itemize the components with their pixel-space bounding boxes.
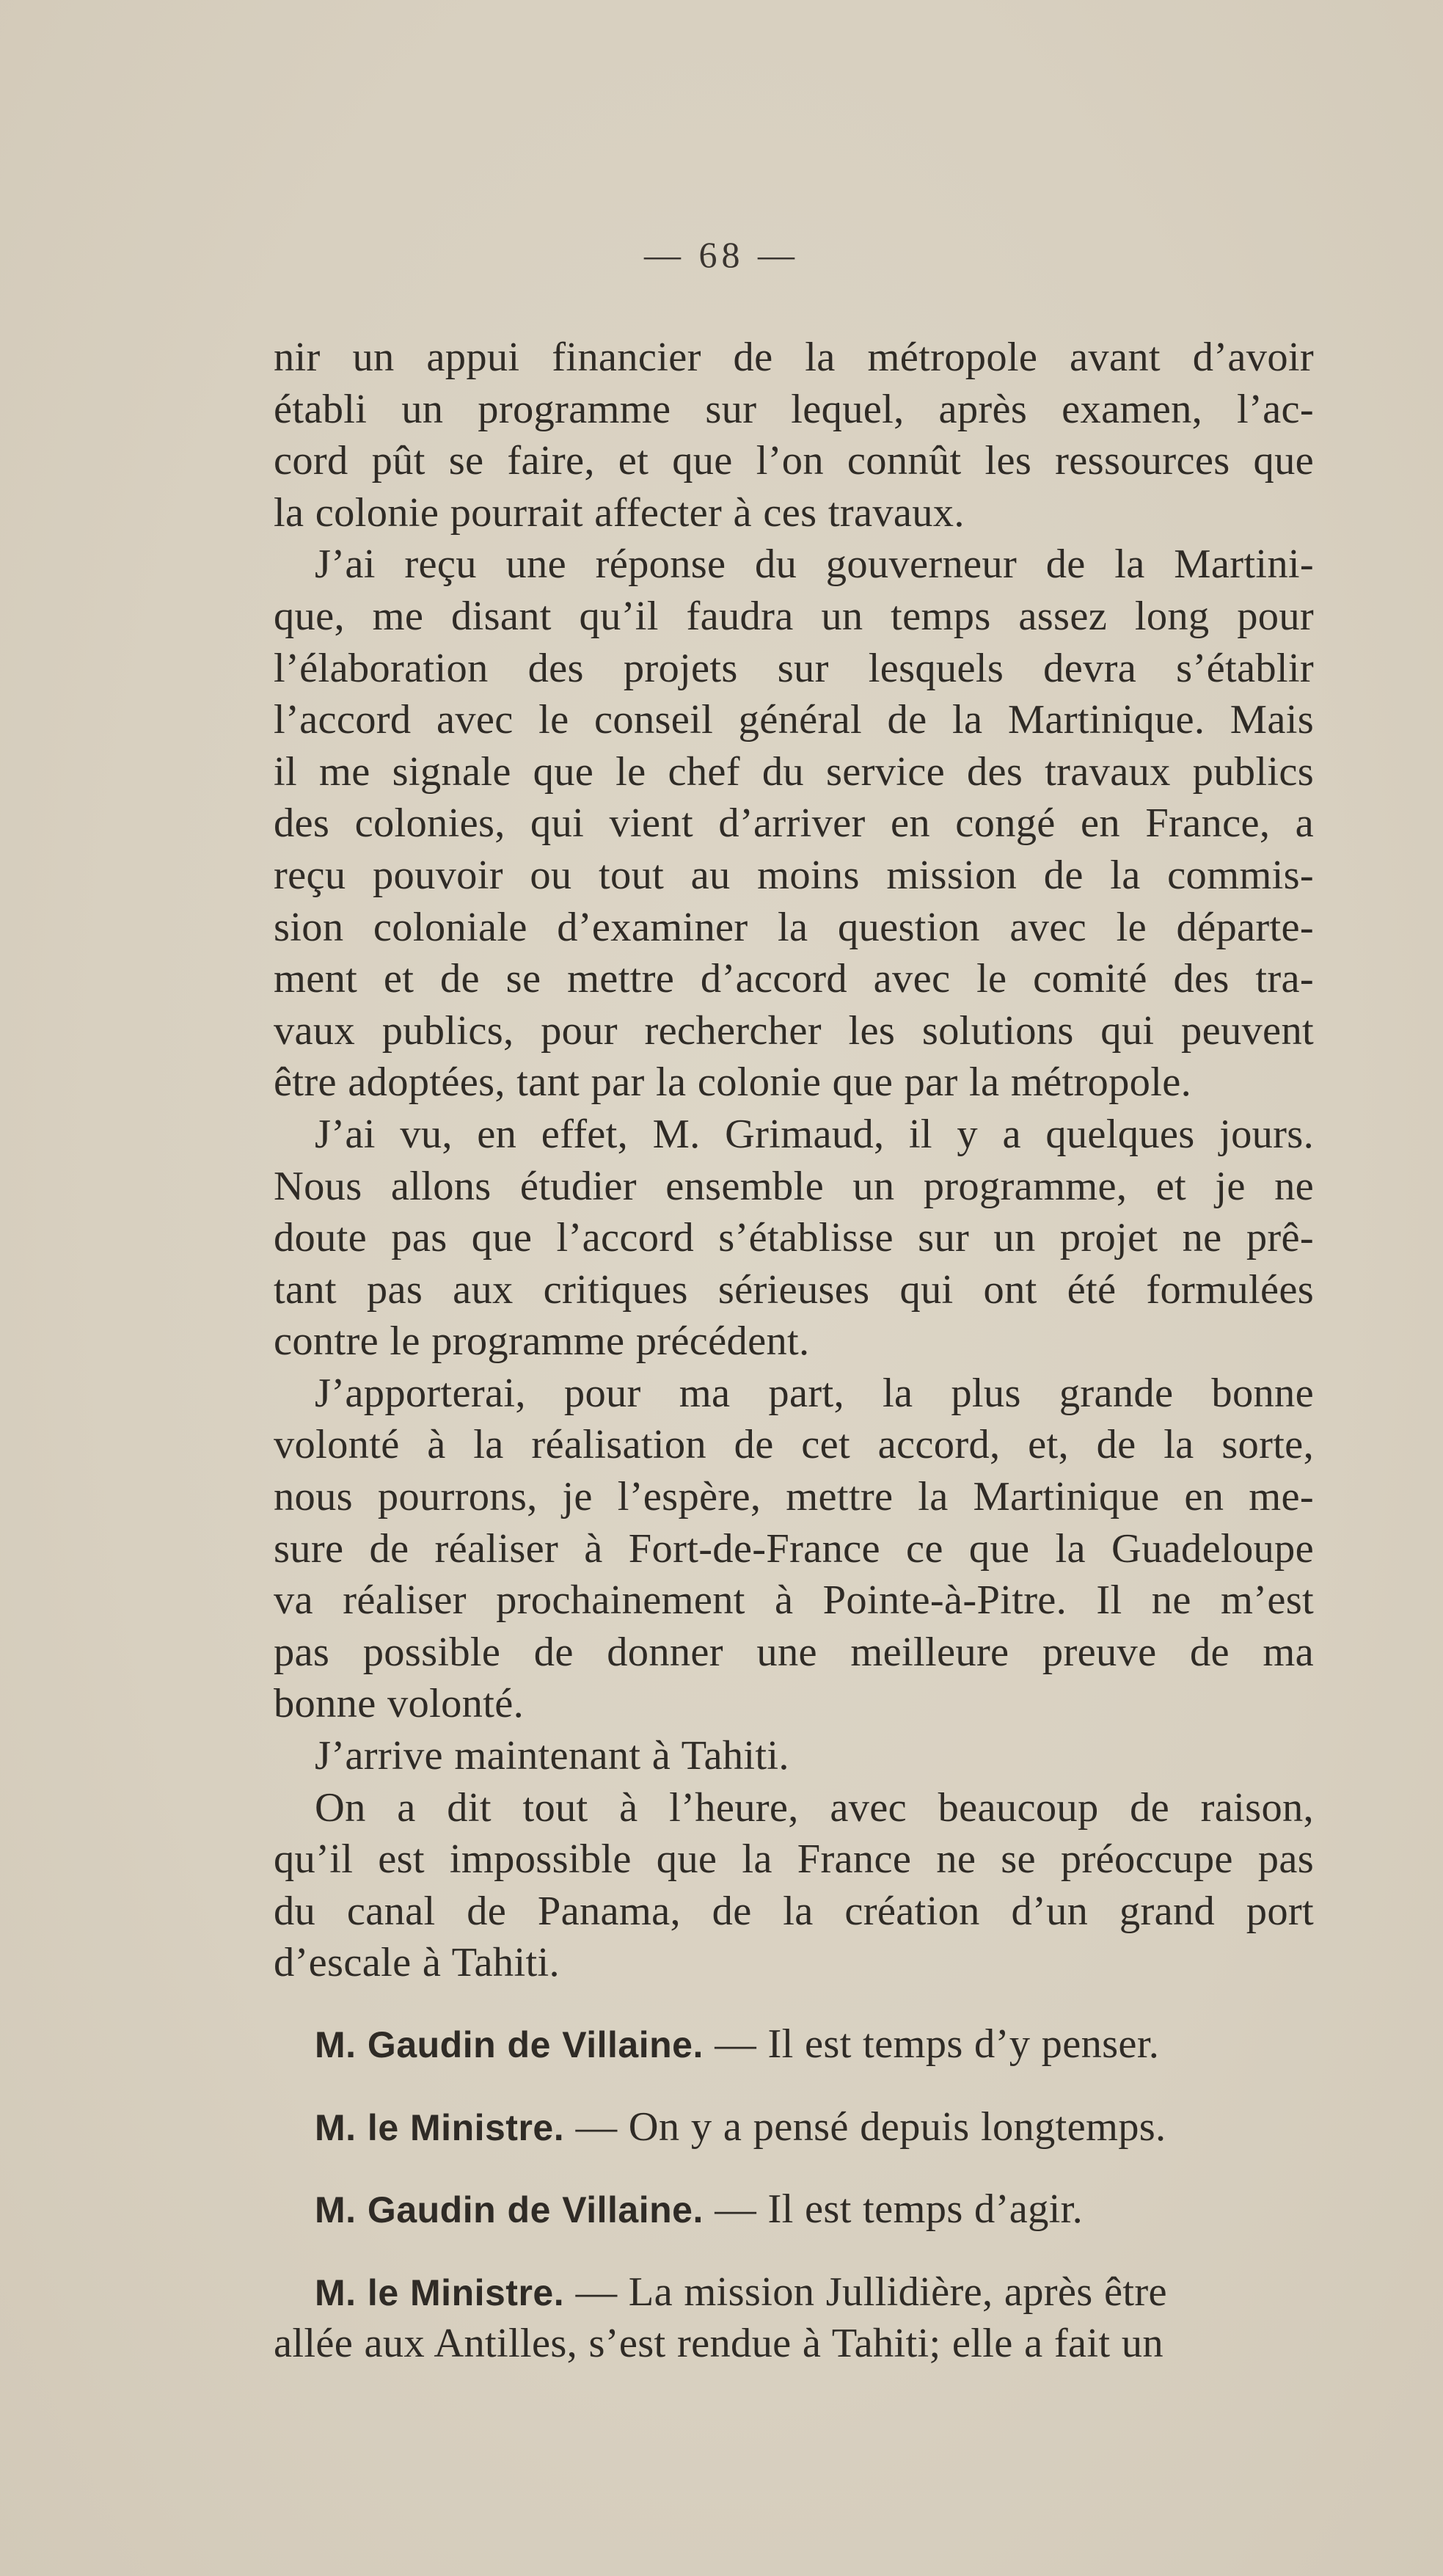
text-line: reçu pouvoir ou tout au moins mission de la commis- — [274, 852, 1314, 898]
text-line: On a dit tout à l’heure, avec beaucoup de raison, — [315, 1784, 1314, 1831]
text-line: vaux publics, pour rechercher les solutions qui peuvent — [274, 1007, 1314, 1054]
body-text — [274, 332, 1314, 2370]
dialogue-line — [274, 2266, 1314, 2318]
text-line: cord pût se faire, et que l’on connût les ressources que — [274, 438, 1314, 484]
spacer — [274, 2236, 1314, 2266]
text-line: ment et de se mettre d’accord avec le comité des tra- — [274, 956, 1314, 1002]
text-line: J’ai reçu une réponse du gouverneur de la Martini- — [315, 541, 1314, 588]
text-line: l’élaboration des projets sur lesquels devra s’établir — [274, 645, 1314, 691]
dialogue-text: — Il est temps d’agir. — [715, 2186, 1084, 2233]
text-line: sion coloniale d’examiner la question avec le départe- — [274, 904, 1314, 950]
spacer — [274, 2070, 1314, 2101]
dialogue-line — [274, 2018, 1314, 2070]
dialogue-line — [274, 2101, 1314, 2153]
text-line: être adoptées, tant par la colonie que par la métropole. — [274, 1059, 1192, 1106]
dialogue-text: — On y a pensé depuis longtemps. — [575, 2104, 1166, 2150]
speaker-name: M. le Ministre. — [315, 2272, 565, 2313]
text-line: d’escale à Tahiti. — [274, 1940, 560, 1986]
text-line: qu’il est impossible que la France ne se préoccupe pas — [274, 1836, 1314, 1883]
spacer — [274, 2153, 1314, 2183]
text-line: du canal de Panama, de la création d’un grand port — [274, 1888, 1314, 1934]
text-line: volonté à la réalisation de cet accord, et, de la sorte, — [274, 1422, 1314, 1468]
text-line: bonne volonté. — [274, 1681, 524, 1727]
text-line: J’ai vu, en effet, M. Grimaud, il y a quelques jours. — [315, 1111, 1314, 1157]
text-line: des colonies, qui vient d’arriver en congé en France, a — [274, 800, 1314, 847]
text-line: allée aux Antilles, s’est rendue à Tahiti; elle a fait un — [274, 2321, 1163, 2367]
spacer — [274, 1989, 1314, 2018]
text-line: Nous allons étudier ensemble un programme, et je ne — [274, 1163, 1314, 1209]
text-line: il me signale que le chef du service des travaux publics — [274, 748, 1314, 795]
text-line: sure de réaliser à Fort-de-France ce que la Guadeloupe — [274, 1525, 1314, 1572]
text-line: la colonie pourrait affecter à ces travaux. — [274, 489, 965, 536]
dialogue-text: — La mission Jullidière, après être — [575, 2269, 1167, 2315]
dialogue-text: — Il est temps d’y penser. — [715, 2021, 1160, 2067]
text-line: contre le programme précédent. — [274, 1318, 810, 1365]
text-line: l’accord avec le conseil général de la Martinique. Mais — [274, 697, 1314, 743]
speaker-name: M. le Ministre. — [315, 2106, 565, 2148]
text-line: établi un programme sur lequel, après examen, l’ac- — [274, 386, 1314, 432]
text-line: que, me disant qu’il faudra un temps assez long pour — [274, 593, 1314, 639]
text-line: J’apporterai, pour ma part, la plus grande bonne — [315, 1370, 1314, 1416]
speaker-name: M. Gaudin de Villaine. — [315, 2189, 704, 2231]
text-line: va réaliser prochainement à Pointe-à-Pitre. Il ne m’est — [274, 1577, 1314, 1624]
speaker-name: M. Gaudin de Villaine. — [315, 2024, 704, 2065]
text-line: tant pas aux critiques sérieuses qui ont été formulées — [274, 1266, 1314, 1313]
page-number: — 68 — — [644, 234, 799, 275]
text-line: pas possible de donner une meilleure preuve de ma — [274, 1629, 1314, 1675]
text-line: doute pas que l’accord s’établisse sur un projet ne prê- — [274, 1215, 1314, 1261]
dialogue-line — [274, 2183, 1314, 2236]
text-line: J’arrive maintenant à Tahiti. — [315, 1733, 789, 1779]
text-line: nous pourrons, je l’espère, mettre la Martinique en me- — [274, 1474, 1314, 1520]
text-line: nir un appui financier de la métropole avant d’avoir — [274, 335, 1314, 380]
